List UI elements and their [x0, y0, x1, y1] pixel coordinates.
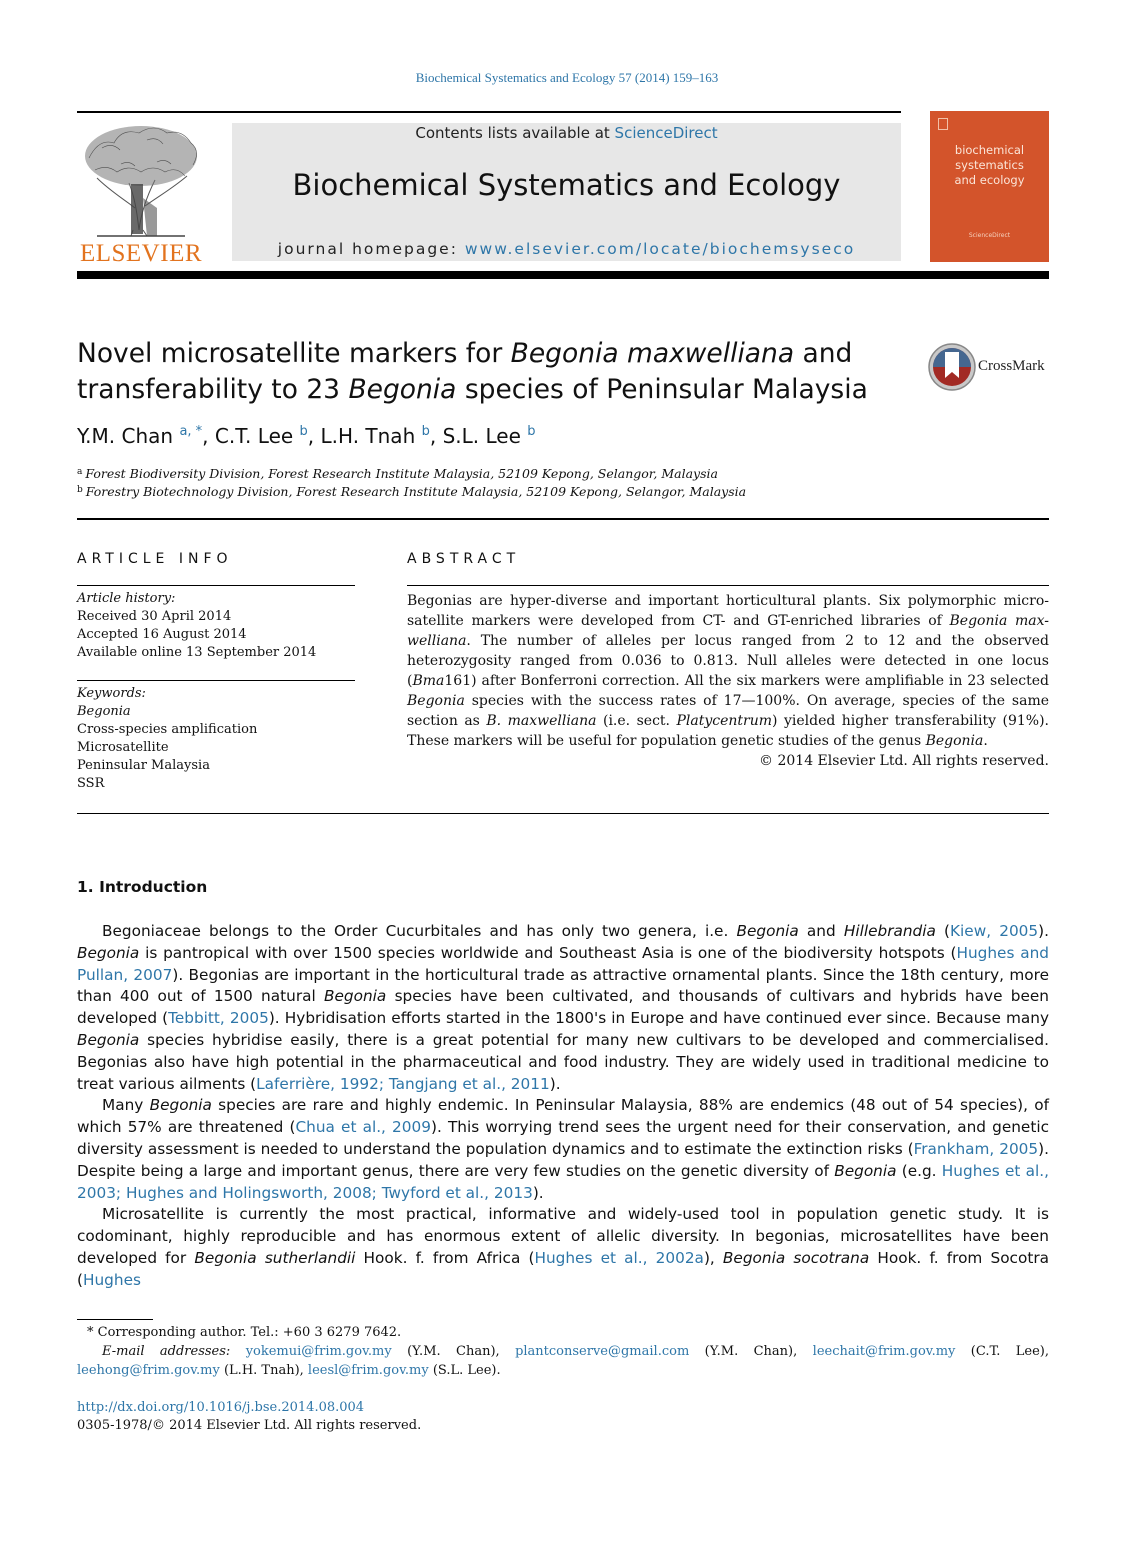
keyword: Begonia — [77, 704, 131, 719]
keyword: SSR — [77, 776, 105, 791]
author-list: Y.M. Chan $^{a, *}$, C.T. Lee $^b$, L.H. Tnah $^b$, S.L. Lee $^b$ — [77, 424, 536, 448]
info-rule — [77, 680, 355, 681]
cover-logo-icon — [938, 118, 948, 130]
italic-term: Begonia — [324, 987, 387, 1006]
contents-prefix: Contents lists available at — [415, 124, 615, 142]
italic-term: Begonia sutherlandii — [194, 1248, 356, 1267]
author-name: L.H. Tnah — [320, 424, 416, 448]
keyword: Peninsular Malaysia — [77, 758, 210, 773]
keyword: Cross-species amplification — [77, 722, 258, 737]
doi-link[interactable]: http://dx.doi.org/10.1016/j.bse.2014.08.004 — [77, 1400, 365, 1415]
author-affil-ref[interactable]: b — [527, 424, 536, 439]
author-affil-ref[interactable]: b — [299, 424, 308, 439]
cover-title — [930, 143, 1049, 188]
keywords-label: Keywords: — [77, 686, 146, 701]
sciencedirect-link[interactable]: ScienceDirect — [614, 124, 718, 142]
header-top-rule — [77, 111, 901, 113]
reference-link[interactable]: Kiew, 2005 — [950, 922, 1039, 940]
email-link[interactable]: leehong@frim.gov.my — [77, 1363, 220, 1378]
author-name: C.T. Lee — [214, 424, 294, 448]
crossmark-label[interactable]: CrossMark — [978, 358, 1045, 374]
reference-link[interactable]: Hughes et al., 2002a — [534, 1248, 704, 1267]
info-rule — [77, 585, 355, 586]
homepage-prefix: journal homepage: — [277, 240, 465, 258]
intro-paragraph: Microsatellite is currently the most practical, informative and widely-used tool in population genetic study. It is codominant, highly reproducible and has enormous extent of allelic diversity. In begonias, microsatellites have been developed for Begonia sutherlandii Hook. f. from Africa (Hughes et al., 2002a), Begonia socotrana Hook. f. from Socotra (Hughes — [77, 1205, 1049, 1289]
abstract-heading: ABSTRACT — [407, 551, 521, 567]
italic-term: Begonia — [736, 922, 799, 940]
abstract-copyright: © 2014 Elsevier Ltd. All rights reserved. — [759, 753, 1049, 769]
italic-term: Begonia — [77, 943, 140, 962]
reference-link[interactable]: Hughes — [82, 1270, 141, 1289]
italic-term: Begonia socotrana — [722, 1248, 870, 1267]
cover-footer: ScienceDirect — [968, 232, 1011, 239]
section-divider — [77, 813, 1049, 814]
title-line-2: transferability to 23 Begonia species of Peninsular Malaysia — [77, 374, 868, 405]
italic-term: Begonia — [77, 1030, 140, 1049]
article-info-heading: ARTICLE INFO — [77, 551, 233, 567]
journal-citation[interactable]: Biochemical Systematics and Ecology 57 (2014) 159–163 — [415, 70, 719, 85]
reference-link[interactable]: Laferrière, 1992; Tangjang et al., 2011 — [256, 1074, 550, 1093]
affiliation-b: $^b$ Forestry Biotechnology Division, Forest Research Institute Malaysia, 52109 Kepong, Selangor, Malaysia — [77, 484, 747, 499]
article-title — [77, 336, 907, 408]
reference-link[interactable]: Hughes et al., 2003; Hughes and Holingsworth, 2008; Twyford et al., 2013 — [77, 1161, 1049, 1202]
cover-title-line: systematics — [955, 158, 1024, 172]
history-item: Accepted 16 August 2014 — [77, 627, 247, 642]
email-label: E-mail addresses: — [102, 1344, 246, 1359]
reference-link[interactable]: Tebbitt, 2005 — [168, 1009, 269, 1028]
intro-paragraph: Many Begonia species are rare and highly endemic. In Peninsular Malaysia, 88% are endemics (48 out of 54 species), of which 57% are threatened (Chua et al., 2009). This worrying trend sees the urgent need for their conservation, and genetic diversity assessment is needed to understand the population dynamics and to estimate the extinction risks (Frankham, 2005). Despite being a large and important genus, there are very few studies on the genetic diversity of Begonia (e.g. Hughes et al., 2003; Hughes and Holingsworth, 2008; Twyford et al., 2013). — [77, 1096, 1049, 1202]
keywords — [77, 685, 257, 793]
author-name: S.L. Lee — [442, 424, 521, 448]
abstract-text: Begonias are hyper-diverse and important horticultural plants. Six polymorphic micro-satellite markers were developed from CT- and GT-enriched libraries of Begonia max-welliana. The number of alleles per locus ranged from 2 to 12 and the observed heterozygosity ranged from 0.036 to 0.813. Null alleles were detected in one locus (Bma161) after Bonferroni correction. All the six markers were amplifiable in 23 selected Begonia species with the success rates of 17—100%. On average, species of the same section as B. maxwelliana (i.e. sect. Platycentrum) yielded higher transferability (91%). These markers will be useful for population genetic studies of the genus Begonia. — [407, 593, 1049, 749]
history-item: Received 30 April 2014 — [77, 609, 232, 624]
cover-title-line: and ecology — [954, 173, 1025, 187]
homepage-link[interactable]: www.elsevier.com/locate/biochemsyseco — [464, 240, 856, 258]
elsevier-wordmark[interactable]: ELSEVIER — [79, 240, 203, 267]
email-addresses: E-mail addresses: yokemui@frim.gov.my (Y.M. Chan), plantconserve@gmail.com (Y.M. Chan), leechait@frim.gov.my (C.T. Lee), leehong@frim.gov.my (L.H. Tnah), leesl@frim.gov.my (S.L. Lee). — [77, 1344, 1049, 1378]
italic-term: Hillebrandia — [843, 922, 936, 940]
header-bottom-rule — [77, 271, 1049, 279]
italic-term: Begonia — [149, 1096, 212, 1115]
reference-link[interactable]: Chua et al., 2009 — [295, 1118, 431, 1137]
contents-line — [232, 124, 901, 142]
author-name: Y.M. Chan — [77, 424, 174, 448]
history-item: Available online 13 September 2014 — [77, 645, 317, 660]
abstract-rule — [407, 585, 1049, 586]
journal-name: Biochemical Systematics and Ecology — [292, 168, 841, 202]
email-link[interactable]: yokemui@frim.gov.my — [245, 1344, 392, 1359]
email-link[interactable]: plantconserve@gmail.com — [515, 1344, 690, 1359]
section-divider — [77, 518, 1049, 520]
footnote-rule — [77, 1319, 153, 1320]
reference-link[interactable]: Frankham, 2005 — [913, 1139, 1039, 1158]
email-link[interactable]: leechait@frim.gov.my — [812, 1344, 956, 1359]
article-history — [77, 590, 316, 662]
history-label: Article history: — [77, 591, 176, 606]
keyword: Microsatellite — [77, 740, 169, 755]
journal-homepage — [232, 240, 901, 258]
reference-link[interactable]: Hughes and Pullan, 2007 — [77, 943, 1049, 984]
intro-body — [77, 921, 1049, 1292]
intro-heading: 1. Introduction — [77, 878, 208, 896]
italic-term: Begonia — [834, 1161, 897, 1180]
cover-title-line: biochemical — [954, 143, 1025, 157]
crossmark-icon[interactable] — [927, 342, 977, 392]
email-link[interactable]: leesl@frim.gov.my — [307, 1363, 429, 1378]
corresponding-author: * Corresponding author. Tel.: +60 3 6279 7642. — [87, 1325, 402, 1340]
title-line-1: Novel microsatellite markers for Begonia maxwelliana and — [77, 338, 853, 369]
author-affil-ref[interactable]: b — [421, 424, 430, 439]
issn-copyright: 0305-1978/© 2014 Elsevier Ltd. All rights reserved. — [77, 1418, 422, 1433]
intro-paragraph: Begoniaceae belongs to the Order Cucurbitales and has only two genera, i.e. Begonia and Hillebrandia (Kiew, 2005). Begonia is pantropical with over 1500 species worldwide and Southeast Asia is one of the biodiversity hotspots (Hughes and Pullan, 2007). Begonias are important in the horticultural trade as attractive ornamental plants. Since the 18th century, more than 400 out of 1500 natural Begonia species have been cultivated, and thousands of cultivars and hybrids have been developed (Tebbitt, 2005). Hybridisation efforts started in the 1800's in Europe and have continued ever since. Because many Begonia species hybridise easily, there is a great potential for many new cultivars to be developed and commercialised. Begonias also have high potential in the pharmaceutical and food industry. They are widely used in traditional medicine to treat various ailments (Laferrière, 1992; Tangjang et al., 2011). — [77, 922, 1050, 1093]
affiliation-a: $^a$ Forest Biodiversity Division, Forest Research Institute Malaysia, 52109 Kepong, Selangor, Malaysia — [77, 466, 718, 481]
author-affil-ref[interactable]: a, * — [179, 424, 203, 439]
